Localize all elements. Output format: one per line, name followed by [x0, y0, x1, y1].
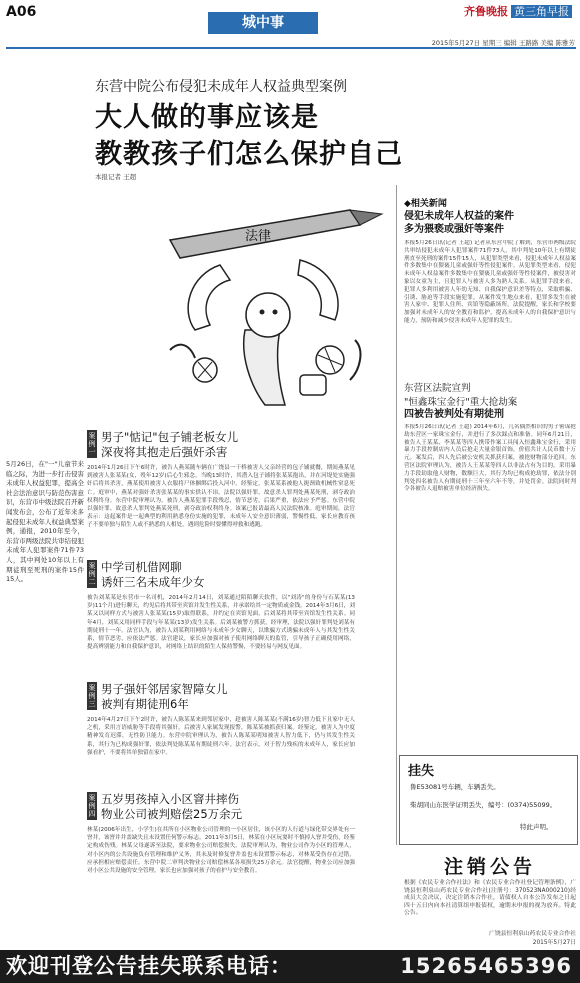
case-2-body: 被告刘某某是东营市一名司机，2014年2月14日，刘某通过陌陌聊天软件，以"刘涛"的身份与石某某(13岁)11个月)进行聊天，约见后将其带至宾馆并发生性关系，并承诺给其一定物质或金钱。2014年3月6日，刘某又以同样方式与被害人张某某(15岁)取得联系，并约定在宾馆见面，后刘某将其带至宾馆发生性关系。同年4月，刘某又用同样手段与年某某(13岁)发生关系。后刘某被警方抓获，经审理，法院以强奸罪判处刘某有期徒刑十一年。法官认为，被告人刘某利用网络与未成年少女聊天，以欺骗方式诱骗未成年人与其发生性关系，情节恶劣，应依法严惩。法官建议，家长应加强对孩子使用网络聊天的监管，引导孩子正确使用网络，提高辨别能力和自我保护意识，对网络上结识的陌生人保持警惕，不要轻易与网友见面。	[87, 595, 355, 651]
illustration-label: 法律	[245, 229, 272, 244]
banner-label: 欢迎刊登公告挂失联系电话：	[6, 954, 292, 978]
cartoon-illustration	[150, 180, 385, 415]
case-2-badge: 案例二	[88, 562, 96, 586]
cancellation-notice-date: 2015年5月27日	[532, 940, 576, 946]
lost-notice-line-1: 鲁E53081号车辆，车辆丢失。	[410, 783, 500, 791]
case-4-title-1: 五岁男孩掉入小区窨井摔伤	[101, 792, 239, 806]
intro-paragraph: 5月26日，在"一"儿童节来临之际，为进一步打击侵害未成年人权益犯罪，提高全社会法治意识与防范伤害意识，东营市中级法院召开新闻发布会，公布了近年来多起侵犯未成年人权益典型案例，通报，2010年至今，东营市两级法院共审结侵犯未成年人犯罪案件71件73人，其中判处10年以上有期徒刑至死刑的案件15件15人。	[6, 460, 84, 584]
advertising-banner	[0, 950, 580, 983]
cancellation-notice-title: 注销公告	[443, 856, 536, 878]
cancellation-notice-body: 根据《农民专业合作社法》和《农民专业合作社登记管理条例》，广饶县恒利泉山药农民专业合作社(注册号：370523NA000210)经成员大会决议，决定注销本合作社，请债权人自本公告发布之日起四十五日内向本社清算组申报债权，逾期未申报的视为放弃。特此公告。	[404, 880, 576, 917]
logo-name: 齐鲁晚报	[464, 5, 508, 18]
case-1	[87, 428, 355, 558]
case-4-body: 林某(2006年出生，小学生)在其所在小区物业公司管理的一小区居住，该小区的人行道与绿化带交界处有一窨井，该窨井井盖缺失且未设置任何警示标志。2011年3月5日，林某在小区玩耍时不慎掉入窨井受伤，经鉴定构成伤残。林某父母遂诉至法院，要求物业公司赔偿损失。法院审理认为，物业公司作为小区的管理人，对小区内的公共设施负有管理和维护义务，其未及时修复窨井盖也未设置警示标志，对林某受伤存在过错，应承担相应赔偿责任。东营中院二审判决物业公司赔偿林某各项损失25万余元。法官提醒，物业公司应加强对小区公共设施的安全管理，家长也应加强对孩子的看护与安全教育。	[87, 827, 355, 875]
cancellation-notice-signer: 广饶县恒利泉山药农民专业合作社	[489, 931, 576, 937]
case-4	[87, 790, 355, 948]
case-3	[87, 680, 355, 790]
lost-notice-line-3: 特此声明。	[520, 823, 553, 831]
byline: 本报记者 王超	[95, 173, 137, 181]
related-story-1-title-1: 侵犯未成年人权益的案件	[404, 211, 514, 222]
lost-notice-title: 挂失	[408, 764, 435, 779]
related-story-2-kicker: 东营区法院宣判	[404, 383, 471, 394]
related-story-2-body: 本报5月26日讯(记者 王超) 2014年6月，几名偶然相识的男子密谋抢劫东营区一家珠宝金行，并进行了多次踩点和准备。同年6月21日，被告人王某某、李某某等四人携带作案工具闯入恒鑫珠宝金行，采用暴力手段控制店内人员后抢走大量金银首饰，价值共计人民币数十万元。案发后，四人先后被公安机关抓获归案，被抢财物部分追回。东营区法院审理认为，被告人王某某等四人以非法占有为目的，采用暴力手段劫取他人财物，数额巨大，其行为均已构成抢劫罪，依法分别判处四名被告人有期徒刑十三年至六年不等，并处罚金。法院同时判令各被告人退赔被害单位经济损失。	[404, 424, 576, 493]
case-3-title-1: 男子强奸邻居家智障女儿	[101, 682, 228, 696]
section-title: 城中事	[208, 12, 318, 34]
related-story-1-body: 本报5月26日讯(记者 王超) 记者从东营中院了解到，东营市两级法院共审结侵犯未成年人犯罪案件71件73人，其中判处10年以上有期徒刑直至死刑的案件15件15人，从犯罪类型来看，侵犯未成年人权益案件多数集中在猥亵儿童或强奸等性侵犯案件。从犯罪类型来看，侵犯未成年人权益案件多数集中在猥亵儿童或强奸等性侵案件，被侵害对象以女童为主，且犯罪人与被害人多为熟人关系。从犯罪手段来看，犯罪人多利用被害人年幼无知、自我保护意识差等特点，采取哄骗、引诱、胁迫等手段实施犯罪。从案件发生地点来看，犯罪多发生在被害人家中、犯罪人住所、宾馆等隐蔽场所。法院提醒，家长和学校要加强对未成年人的安全教育和监护，提高未成年人的自我保护意识与能力，预防和减少侵害未成年人犯罪的发生。	[404, 240, 576, 324]
newspaper-logo	[464, 3, 572, 19]
case-3-title-2: 被判有期徒刑6年	[101, 697, 189, 711]
lost-notice-line-2: 柴胡同山东医学证明丢失，编号：(0374)55099。	[410, 801, 557, 809]
related-story-2-subtitle: "恒鑫珠宝金行"重大抢劫案	[404, 397, 518, 408]
case-2	[87, 558, 355, 680]
case-1-badge: 案例一	[88, 432, 96, 456]
related-story-1-title-2: 多为猥亵或强奸等案件	[404, 224, 504, 235]
related-news-heading: ◆相关新闻	[404, 199, 447, 209]
case-4-title-2: 物业公司被判赔偿25万余元	[101, 807, 243, 821]
headline-line-1: 大人做的事应该是	[95, 102, 319, 133]
case-2-title-2: 诱奸三名未成年少女	[101, 575, 205, 589]
header-divider	[6, 47, 576, 49]
column-divider	[396, 185, 397, 845]
logo-tag: 黄三角早报	[511, 5, 572, 18]
case-1-body: 2014年1月26日下午6时许，被告人燕某随车辆在广饶县一干桥被害人父亲经营的包子铺就餐，期间燕某见到被害人张某某(女，殁年12岁)后心生邪念。当晚13时许，其潜入包子铺将张某某抱出，并在河堤处实施强奸后将其杀害，燕某使用被害人衣服将尸体捆绑后投入河中。经鉴定，张某某系被他人扼颈致机械性窒息死亡。庭审中，燕某对强奸杀害张某某的事实供认不讳。法院以强奸罪、故意杀人罪判处燕某死刑，剥夺政治权利终身。东营中院审理认为，被告人燕某犯罪手段残忍，情节恶劣，后果严重，依法应予严惩。东营中院以强奸罪、故意杀人罪判处燕某死刑，剥夺政治权利终身。该案已报请最高人民法院核准。庭审期间，法官表示：这起案件是一起典型的利用熟悉身份实施的犯罪，未成年人安全意识薄弱，警惕性低，家长应教育孩子不要单独与陌生人或不熟悉的人相处，遇到危险时要懂得呼救和逃跑。	[87, 465, 355, 529]
headline-line-2: 教教孩子们怎么保护自己	[95, 139, 403, 170]
case-3-body: 2014年4月27日下午2时许，被告人陈某某来到邻居家中，趁被害人陈某某(不满16岁)智力低下且家中无人之机，采用言语威胁等手段将其强奸。后被害人家属发现报警，陈某某被抓获归案。经鉴定，被害人为中度精神发育迟滞，无性防卫能力。东营中院审理认为，被告人陈某某明知被害人智力低下，仍与其发生性关系，其行为已构成强奸罪，依法判处陈某某有期徒刑六年。法官表示，对于智力残疾的未成年人，家长应加强看护，不要将其单独留在家中。	[87, 717, 355, 756]
case-4-badge: 案例四	[88, 794, 96, 818]
headline-kicker: 东营中院公布侵犯未成年人权益典型案例	[95, 79, 347, 95]
case-3-badge: 案例三	[88, 684, 96, 708]
issue-meta: 2015年5月27日 星期三 编辑 王路路 美编 陈雅芳	[431, 39, 575, 47]
banner-phone: 15265465396	[400, 954, 572, 978]
case-1-title-1: 男子"惦记"包子铺老板女儿	[101, 430, 239, 444]
related-story-2-title: 四被告被判处有期徒刑	[404, 409, 504, 420]
case-2-title-1: 中学司机借网聊	[101, 560, 182, 574]
page-number: A06	[6, 4, 37, 20]
case-1-title-2: 深夜将其抱走后强奸杀害	[101, 445, 228, 459]
